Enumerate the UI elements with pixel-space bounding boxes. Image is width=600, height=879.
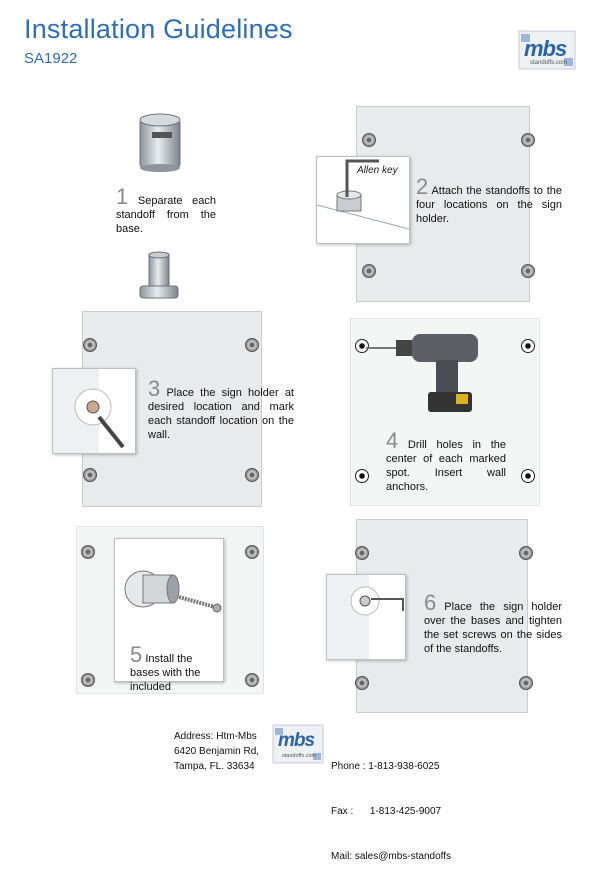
step-2-number: 2 bbox=[416, 174, 429, 199]
standoff-base-illustration bbox=[138, 250, 180, 302]
allen-key-inset bbox=[316, 156, 410, 244]
step-2-text: 2 Attach the standoffs to the four locations on the sign holder. bbox=[416, 174, 562, 225]
step-5-number: 5 bbox=[130, 642, 143, 667]
logo-domain: standoffs.com bbox=[530, 60, 568, 66]
tighten-screw-inset bbox=[326, 574, 406, 660]
standoff-icon bbox=[362, 264, 376, 278]
step-6-number: 6 bbox=[424, 590, 437, 615]
standoff-icon bbox=[355, 676, 369, 690]
step-4-number: 4 bbox=[386, 428, 399, 453]
allen-key-label: Allen key bbox=[357, 165, 398, 176]
drill-mark-icon bbox=[521, 339, 535, 353]
step-1-text: 1 Separate each standoff from the base. bbox=[116, 184, 216, 235]
step-3-number: 3 bbox=[148, 376, 161, 401]
standoff-icon bbox=[245, 338, 259, 352]
step-6-text: 6 Place the sign holder over the bases and tighten the set screws on the sides of the standoffs. bbox=[424, 590, 562, 655]
standoff-icon bbox=[83, 338, 97, 352]
email-link: Mail: sales@mbs-standoffs bbox=[331, 851, 452, 862]
drill-icon bbox=[366, 330, 490, 416]
standoff-icon bbox=[362, 133, 376, 147]
logo-wordmark: mbs bbox=[524, 36, 567, 61]
step-4-text: 4 Drill holes in the center of each marked spot. Insert wall anchors. bbox=[386, 428, 506, 493]
step-5-text: 5 Install the bases with the included bbox=[130, 642, 201, 693]
mbs-logo bbox=[518, 30, 576, 70]
page-title: Installation Guidelines bbox=[24, 14, 293, 44]
company-contact: Phone : 1-813-938-6025 Fax : 1-813-425-9007 Mail: sales@mbs-standoffs bbox=[331, 729, 481, 879]
standoff-icon bbox=[83, 468, 97, 482]
drill-mark-icon bbox=[355, 469, 369, 483]
standoff-icon bbox=[245, 468, 259, 482]
mark-location-inset bbox=[52, 368, 136, 454]
anchor-icon bbox=[81, 545, 95, 559]
footer-logo bbox=[272, 724, 324, 764]
footer-logo-wordmark: mbs bbox=[278, 730, 315, 751]
standoff-icon bbox=[521, 264, 535, 278]
step-1-number: 1 bbox=[116, 184, 129, 209]
standoff-icon bbox=[355, 546, 369, 560]
footer-logo-domain: standoffs.com bbox=[282, 753, 317, 759]
product-code: SA1922 bbox=[24, 50, 78, 67]
drill-mark-icon bbox=[521, 469, 535, 483]
step-3-text: 3 Place the sign holder at desired location and mark each standoff location on the wall. bbox=[148, 376, 294, 441]
anchor-icon bbox=[245, 673, 259, 687]
anchor-icon bbox=[245, 545, 259, 559]
standoff-icon bbox=[521, 133, 535, 147]
anchor-icon bbox=[81, 673, 95, 687]
standoff-cap-illustration bbox=[136, 110, 184, 172]
standoff-icon bbox=[519, 546, 533, 560]
standoff-icon bbox=[519, 676, 533, 690]
company-address: Address: Htm-Mbs 6420 Benjamin Rd, Tampa, FL. 33634 bbox=[174, 731, 260, 772]
